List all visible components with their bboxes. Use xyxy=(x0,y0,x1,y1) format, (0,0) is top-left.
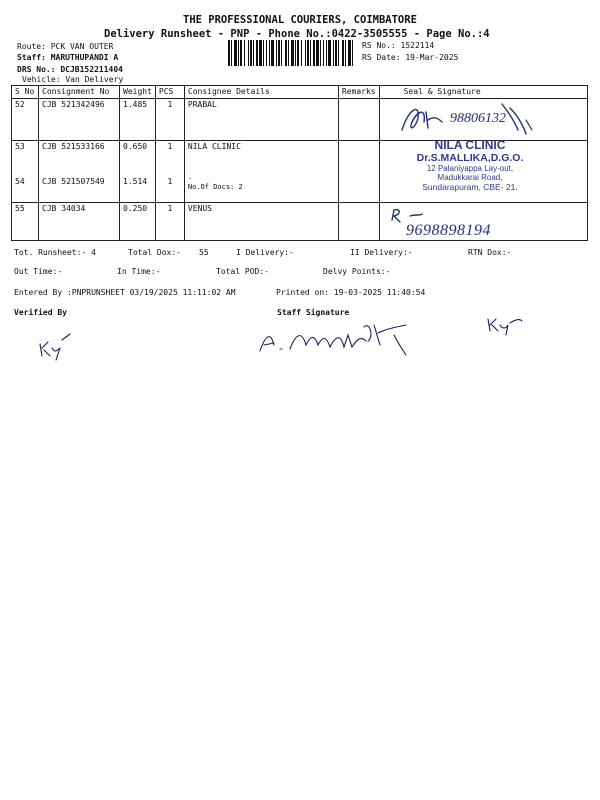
clinic-stamp xyxy=(395,138,545,192)
entered-by: Entered By :PNPRUNSHEET 03/19/2025 11:11:02 AM xyxy=(14,288,236,297)
total-dox-value: 55 xyxy=(199,248,209,257)
row-consignment: CJB 521342496 xyxy=(39,99,120,141)
stamp-address-1: 12 Palaniyappa Lay-out, xyxy=(426,164,514,173)
stamp-doctor: Dr.S.MALLIKA,D.G.O. xyxy=(416,152,524,164)
table-row xyxy=(12,203,588,241)
row-weight: 1.514 xyxy=(123,177,148,186)
row-remarks xyxy=(338,99,379,141)
row-consignment-cell xyxy=(39,141,120,203)
signature-number: 98806132 xyxy=(450,111,506,126)
row-pcs: 1 xyxy=(167,177,173,186)
tot-runsheet: Tot. Runsheet:- 4 xyxy=(14,248,96,257)
vehicle: Vehicle: Van Delivery xyxy=(22,75,124,84)
row-weight: 1.485 xyxy=(120,99,156,141)
row-sno: 52 xyxy=(12,99,39,141)
total-dox-label: Total Dox:- xyxy=(128,248,181,257)
row-consignee: - xyxy=(187,175,193,183)
stamp-address-2: Madukkarai Road, xyxy=(437,173,503,182)
row-consignee: VENUS xyxy=(184,203,338,241)
printed-on: Printed on: 19-03-2025 11:40:54 xyxy=(276,288,426,297)
runsheet-subtitle: Delivery Runsheet - PNP - Phone No.:0422-3505555 - Page No.:4 xyxy=(104,28,490,40)
row-consignment: CJB 34034 xyxy=(39,203,120,241)
staff-name: Staff: MARUTHUPANDI A xyxy=(17,53,119,62)
rs-date: RS Date: 19-Mar-2025 xyxy=(362,53,459,62)
table-header-row xyxy=(12,86,588,99)
col-remarks: Remarks xyxy=(338,86,379,99)
row-weight-cell xyxy=(120,141,156,203)
row-consignment: CJB 521507549 xyxy=(42,177,105,186)
col-seal-signature: Seal & Signature xyxy=(379,86,587,99)
stamp-address-3: Sundarapuram, CBE- 21. xyxy=(422,182,518,192)
row-consignee: PRABAL xyxy=(184,99,338,141)
row-remarks xyxy=(338,203,379,241)
col-sno: S No xyxy=(12,86,39,99)
row-consignee-cell xyxy=(184,141,338,203)
route: Route: PCK VAN OUTER xyxy=(17,42,114,51)
initials-left xyxy=(34,330,74,364)
row-pcs: 1 xyxy=(155,203,184,241)
staff-signature-label: Staff Signature xyxy=(277,308,350,317)
col-consignee: Consignee Details xyxy=(184,86,338,99)
row-pcs: 1 xyxy=(167,142,173,151)
total-pod: Total POD:- xyxy=(216,267,269,276)
row-pcs-cell xyxy=(155,141,184,203)
row-weight: 0.650 xyxy=(123,142,148,151)
i-delivery: I Delivery:- xyxy=(236,248,294,257)
initials-right xyxy=(484,313,524,339)
rtn-dox: RTN Dox:- xyxy=(468,248,512,257)
row-weight: 0.250 xyxy=(120,203,156,241)
stamp-clinic-name: NILA CLINIC xyxy=(434,138,506,152)
col-consignment: Consignment No xyxy=(39,86,120,99)
staff-signature xyxy=(256,315,426,360)
row-doc-count: No.Of Docs: 2 xyxy=(187,183,243,191)
row-pcs: 1 xyxy=(155,99,184,141)
barcode xyxy=(228,40,356,66)
row-sno: 53 xyxy=(15,142,25,151)
drs-number: DRS No.: DCJB152211404 xyxy=(17,65,123,74)
row-sno: 54 xyxy=(15,177,25,186)
handwritten-phone: 9698898194 xyxy=(406,222,491,239)
delvy-points: Delvy Points:- xyxy=(323,267,391,276)
row-sno: 55 xyxy=(12,203,39,241)
col-weight: Weight xyxy=(120,86,156,99)
out-time: Out Time:- xyxy=(14,267,63,276)
row-consignee: NILA CLINIC xyxy=(187,142,241,151)
row-sno-cell xyxy=(12,141,39,203)
col-pcs: PCS xyxy=(155,86,184,99)
row-remarks xyxy=(338,141,379,203)
row-consignment: CJB 521533166 xyxy=(42,142,105,151)
in-time: In Time:- xyxy=(117,267,161,276)
verified-by: Verified By xyxy=(14,308,67,317)
rs-number: RS No.: 1522114 xyxy=(362,41,435,50)
ii-delivery: II Delivery:- xyxy=(350,248,413,257)
company-name: THE PROFESSIONAL COURIERS, COIMBATORE xyxy=(183,14,417,26)
